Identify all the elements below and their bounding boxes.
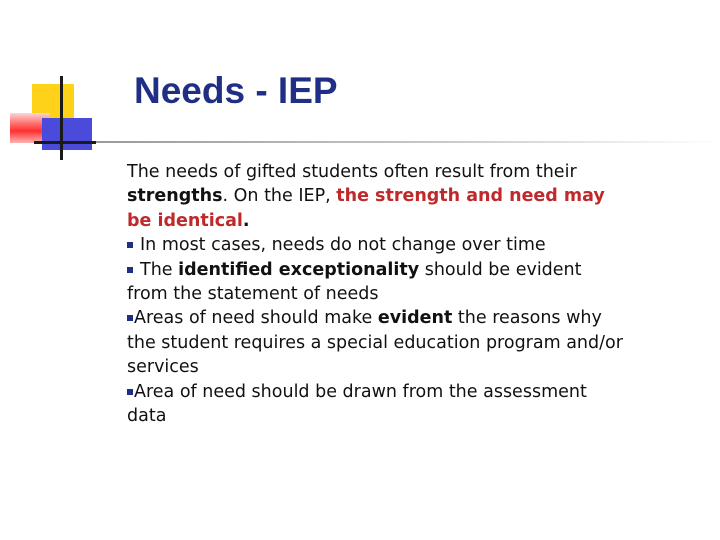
- bullet-text-after: should be evident from the statement of needs: [127, 259, 582, 305]
- bullet-text-before: The: [140, 259, 179, 280]
- logo-vertical-line: [60, 76, 63, 160]
- intro-text-1: The needs of gifted students often result from their: [127, 162, 577, 182]
- slide-body: [127, 160, 627, 428]
- decorative-logo: [0, 0, 100, 170]
- intro-emphasis: the strength and need may be identical: [127, 186, 605, 231]
- bullet-item: [127, 233, 627, 257]
- bullet-text: Area of need should be drawn from the assessment data: [127, 381, 587, 427]
- bullet-text: In most cases, needs do not change over time: [140, 235, 546, 256]
- bullet-square-icon: [127, 267, 133, 273]
- slide-title: Needs - IEP: [134, 70, 338, 111]
- bullet-text-after: the reasons why the student requires a special education program and/or services: [127, 308, 623, 378]
- bullet-square-icon: [127, 315, 133, 321]
- bullet-square-icon: [127, 389, 133, 395]
- intro-text-2: . On the IEP,: [222, 186, 337, 207]
- bullet-text-before: Areas of need should make: [134, 308, 378, 329]
- bullet-strong: evident: [377, 308, 453, 329]
- bullet-square-icon: [127, 242, 133, 248]
- intro-paragraph: [127, 160, 627, 233]
- bullet-strong: identified exceptionality: [178, 259, 420, 280]
- bullet-item: [127, 306, 627, 379]
- logo-horizontal-line: [34, 141, 96, 144]
- bullet-item: [127, 380, 627, 429]
- intro-strong: strengths: [127, 186, 223, 207]
- title-divider: [96, 141, 720, 143]
- bullet-item: [127, 258, 627, 307]
- intro-text-3: .: [242, 210, 250, 231]
- logo-blue-square: [42, 118, 92, 150]
